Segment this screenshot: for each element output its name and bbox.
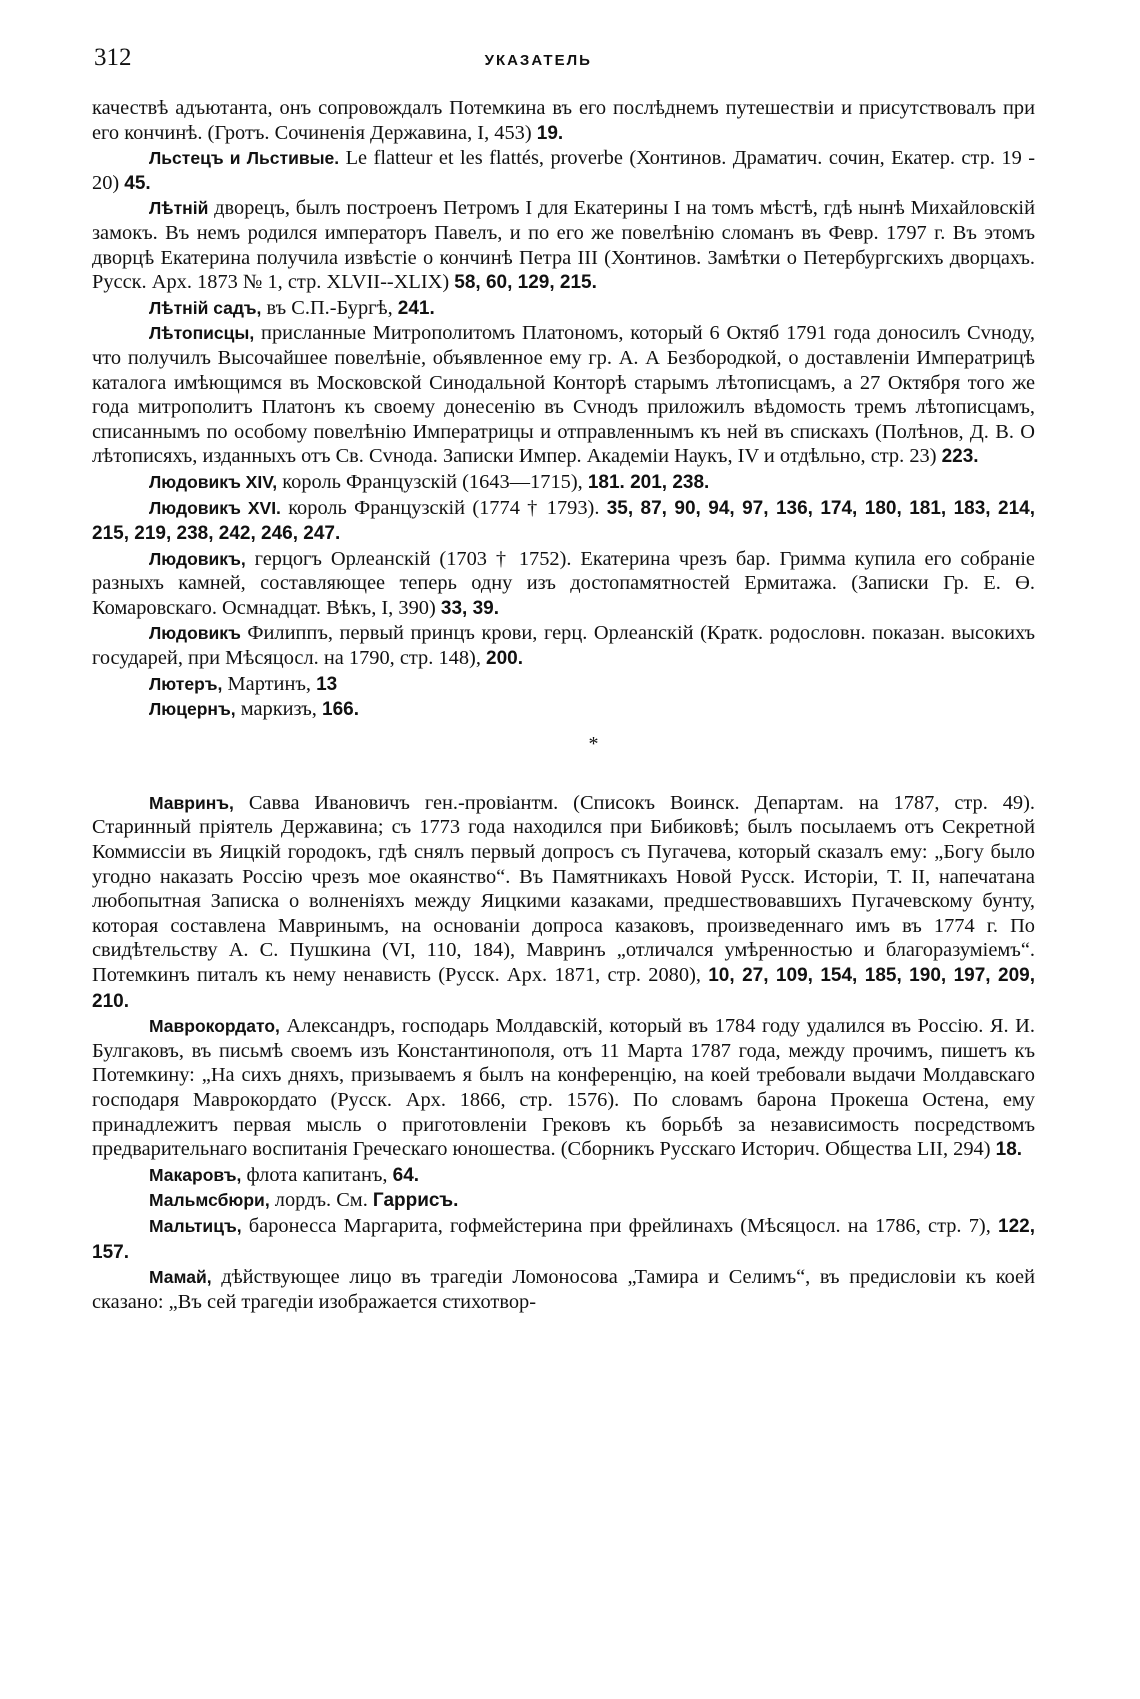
- page-references: 223.: [941, 446, 979, 468]
- page-references: 18.: [995, 1139, 1023, 1161]
- entry-text: Мартинъ,: [227, 672, 311, 695]
- index-entry: [92, 1163, 1035, 1189]
- index-entry: [92, 1265, 1035, 1314]
- page-references: 35, 87, 90, 94, 97, 136, 174, 180, 181, 183, 214, 215, 219, 238, 242, 246, 247.: [92, 497, 1036, 545]
- index-entry: [92, 296, 1035, 322]
- entry-headword: Мальмсбюри,: [149, 1190, 270, 1211]
- entry-headword: Мавринъ,: [149, 792, 234, 813]
- page-references: 64.: [392, 1164, 420, 1186]
- index-entries: [92, 96, 1035, 1314]
- index-entry: [92, 470, 1035, 496]
- running-title: УКАЗАТЕЛЬ: [484, 52, 592, 69]
- entry-headword: Людовикъ,: [149, 548, 246, 569]
- entry-headword: Лѣтній: [149, 198, 209, 219]
- entry-headword: Люцернъ,: [149, 699, 236, 720]
- index-entry: [92, 146, 1035, 196]
- entry-headword: Мамай,: [149, 1267, 212, 1288]
- page-references: 19.: [536, 122, 564, 144]
- page-references: 181. 201, 238.: [587, 471, 710, 493]
- entry-text: Филиппъ, первый принцъ крови, герц. Орлеанскій (Кратк. родословн. показан. высокихъ государей, при Мѣсяцосл. на 1790, стр. 148),: [92, 622, 1035, 670]
- index-entry: [92, 697, 1035, 723]
- index-entry: [92, 96, 1035, 146]
- entry-text: Савва Ивановичъ ген.-провіантм. (Списокъ Воинск. Департам. на 1787, стр. 49). Старинный пріятель Державина; съ 1773 года находился при Бибиковѣ; былъ посылаемъ отъ Секретной Коммиссіи въ Яицкій городокъ, гдѣ снялъ первый допросъ съ Пугачева, который сказалъ ему: „Богу было угодно наказать Россію чрезъ мое окаянство“. Въ Памятникахъ Новой Русск. Исторіи, Т. II, напечатана любопытная Записка о волненіяхъ между Яицкими казаками, предшествовавшихъ Пугачевскому бунту, которая составлена Мавринымъ, на основаніи допроса казаковъ, произведеннаго имъ въ 1774 г. По свидѣтельству А. С. Пушкина (VI, 110, 184), Мавринъ „отличался умѣренностью и благоразуміемъ“. Потемкинъ питалъ къ нему ненависть (Русск. Арх. 1871, стр. 2080),: [92, 791, 1035, 986]
- entry-text: король Французскій (1643—1715),: [282, 470, 583, 493]
- entry-text: качествѣ адъютанта, онъ сопровождалъ Потемкина въ его послѣднемъ путешествіи и присутствовалъ при его кончинѣ. (Гротъ. Сочиненія Державина, I, 453): [92, 97, 1035, 144]
- index-entry: [92, 1214, 1035, 1265]
- index-entry: [92, 621, 1035, 671]
- entry-text: герцогъ Орлеанскій (1703 † 1752). Екатерина чрезъ бар. Гримма купила его собраніе разныхъ камней, составляющее теперь одну изъ достопамятностей Ермитажа. (Записки Гр. Е. Ө. Комаровскаго. Осмнадцат. Вѣкъ, I, 390): [92, 547, 1035, 619]
- entry-headword: Лѣтній садъ,: [149, 297, 262, 318]
- entry-headword: Льстецъ и Льстивые.: [149, 148, 340, 169]
- entry-text: Le flatteur et les flattés, proverbe (Хонтинов. Драматич. сочин, Екатер. стр. 19 - 20): [92, 147, 1035, 194]
- index-entry: [92, 672, 1035, 698]
- index-entry: [92, 196, 1035, 295]
- page-references: 10, 27, 109, 154, 185, 190, 197, 209, 210.: [92, 965, 1035, 1012]
- entry-text: король Французскій (1774 † 1793).: [288, 496, 600, 519]
- page-references: 122, 157.: [92, 1215, 1035, 1263]
- page-number: 312: [94, 44, 132, 71]
- index-entry: [92, 791, 1035, 1014]
- page-references: 241.: [397, 297, 435, 319]
- page-references: 58, 60, 129, 215.: [454, 272, 597, 294]
- entry-headword: Людовикъ XVI.: [149, 497, 281, 518]
- entry-headword: Маврокордато,: [149, 1016, 280, 1037]
- index-group-l: [92, 96, 1035, 723]
- page-references: 45.: [124, 172, 151, 194]
- entry-text: маркизъ,: [240, 698, 317, 721]
- page-references: 33, 39.: [440, 597, 499, 619]
- entry-headword: Мальтицъ,: [149, 1215, 242, 1236]
- page-references: 200.: [486, 648, 524, 670]
- page-references: 166.: [322, 699, 359, 721]
- index-entry: [92, 547, 1035, 622]
- index-group-m: [92, 791, 1035, 1314]
- page-references: 13: [316, 673, 338, 695]
- entry-text: въ С.П.-Бургѣ,: [266, 296, 393, 319]
- index-entry: [92, 321, 1035, 470]
- entry-headword: Людовикъ: [149, 623, 241, 644]
- entry-text: флота капитанъ,: [246, 1163, 388, 1186]
- entry-text: присланные Митрополитомъ Платономъ, который 6 Октяб 1791 года доносилъ Сvноду, что получилъ Высочайшее повелѣніе, объявленное ему гр. А. А Безбородкой, о доставленіи Императрицѣ каталога имѣющимся въ Московской Синодальной Конторѣ старымъ лѣтописцамъ, а 27 Октября того же года митрополитъ Платонъ къ своему донесенію въ Сvнодъ приложилъ вѣдомость тремъ лѣтописцамъ, списаннымъ по особому повелѣнію Императрицы и отправленнымъ къ ней въ спискахъ (Полѣнов, Д. В. О лѣтописяхъ, изданныхъ отъ Св. Сvнода. Записки Импер. Академіи Наукъ, IV и отдѣльно, стр. 23): [92, 322, 1035, 468]
- entry-text: лордъ. См.: [274, 1189, 368, 1212]
- entry-headword: Лѣтописцы,: [149, 323, 255, 344]
- entry-headword: Макаровъ,: [149, 1164, 242, 1185]
- section-divider: [152, 723, 1035, 791]
- entry-text: дѣйствующее лицо въ трагедіи Ломоносова „Тамира и Селимъ“, въ предисловіи къ коей сказано: „Въ сей трагедіи изображается стихотвор-: [92, 1266, 1035, 1313]
- index-entry: [92, 1188, 1035, 1214]
- entry-text: дворецъ, былъ построенъ Петромъ I для Екатерины I на томъ мѣстѣ, гдѣ нынѣ Михайловскій замокъ. Въ немъ родился императоръ Павелъ, и по его же повелѣнію сломанъ въ Февр. 1797 г. Въ этомъ дворцѣ Екатерина получила извѣстіе о кончинѣ Петра III (Хонтинов. Замѣтки о Петербургскихъ дворцахъ. Русск. Арх. 1873 № 1, стр. XLVII--XLIX): [92, 197, 1035, 294]
- entry-headword: Лютеръ,: [149, 673, 223, 694]
- entry-text: Александръ, господарь Молдавскій, который въ 1784 году удалился въ Россію. Я. И. Булгаковъ, въ письмѣ своемъ изъ Константинополя, отъ 11 Марта 1787 года, между прочимъ, пишетъ къ Потемкину: „На сихъ дняхъ, призываемъ я былъ на конференцію, на коей требовали выдачи Молдавскаго господаря Маврокордато (Русск. Арх. 1866, стр. 1576). По словамъ барона Прокеша Остена, ему принадлежитъ первая мысль о приготовленіи Грековъ къ борьбѣ за независимость посредствомъ предварительнаго воспитанія Греческаго юношества. (Сборникъ Русскаго Историч. Общества LII, 294): [92, 1015, 1035, 1161]
- index-entry: [92, 1014, 1035, 1163]
- asterisk-divider: *: [588, 732, 599, 755]
- entry-text: баронесса Маргарита, гофмейстерина при фрейлинахъ (Мѣсяцосл. на 1786, стр. 7),: [248, 1214, 991, 1237]
- index-entry: [92, 496, 1035, 547]
- page-references: Гаррисъ.: [372, 1190, 459, 1212]
- page-header: [92, 44, 1035, 84]
- entry-headword: Людовикъ XIV,: [149, 471, 278, 492]
